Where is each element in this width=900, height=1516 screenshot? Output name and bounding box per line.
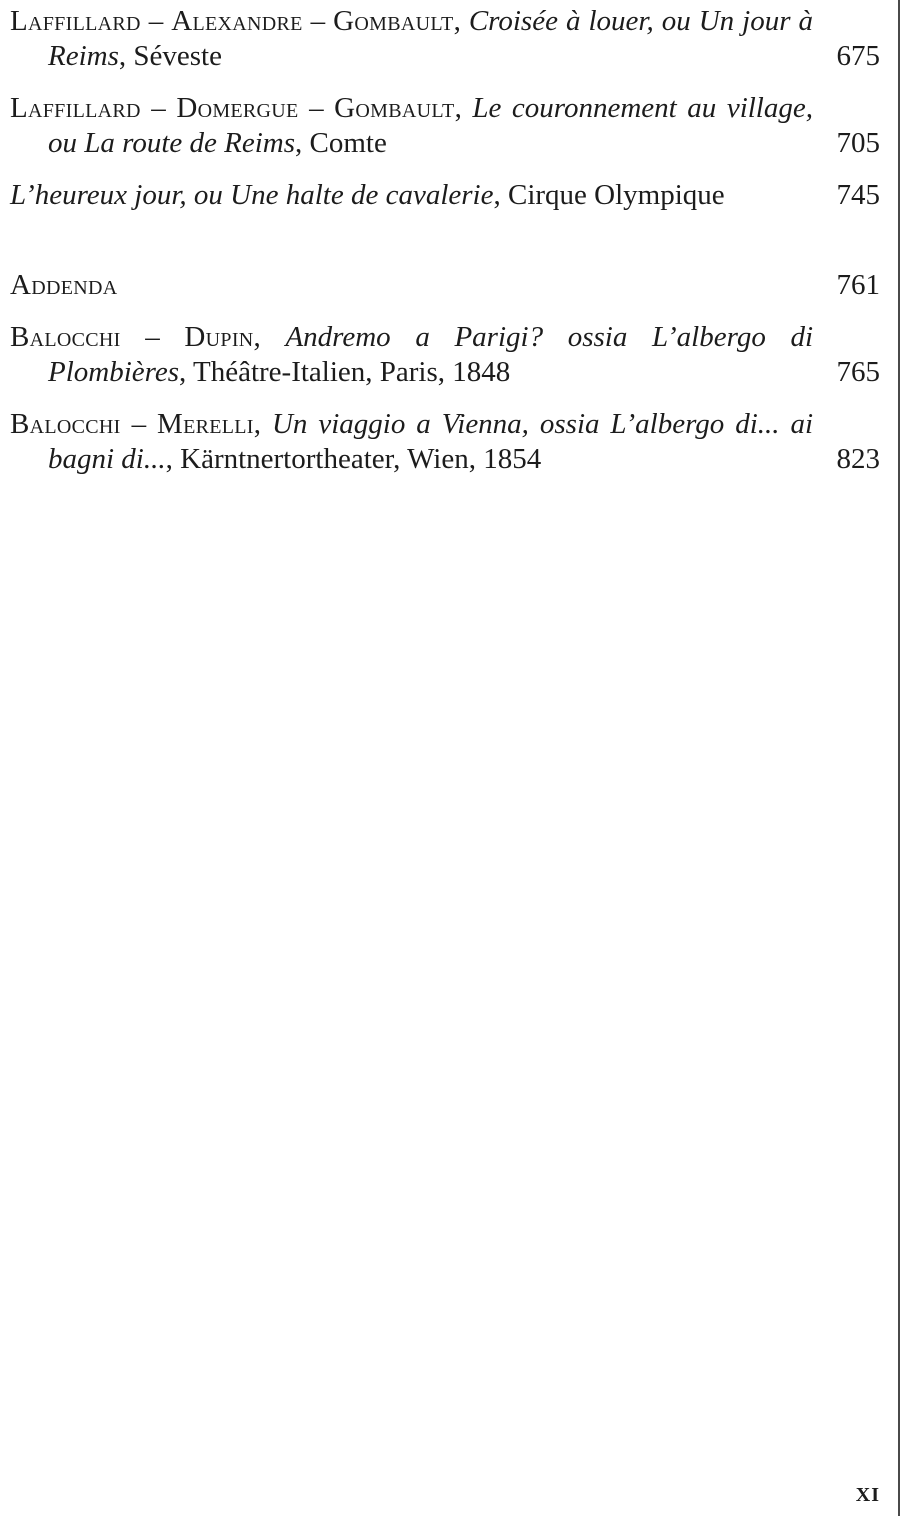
entry-page-number: 765 [836,356,880,388]
entry-author: Alexandre [171,5,303,37]
entry-author: Laffillard [10,5,141,37]
entry-author: Laffillard [10,92,141,124]
addenda-heading [10,268,880,303]
entry-title: Croisée à louer, ou Un jour à Reims [48,5,813,72]
entry-title: L’heureux jour, ou Une halte de cavalerie [10,179,494,211]
page-folio: XI [855,1484,880,1506]
toc-entry: Balocchi – Dupin, Andremo a Parigi? ossia L’albergo di Plombières, Théâtre-Italien, Paris, 1848 765 [10,321,880,388]
entry-author: Gombault [333,5,454,37]
entry-title: Andremo a Parigi? ossia L’albergo di Plombières [48,321,814,388]
entry-venue: Séveste [133,40,222,72]
entry-author: Dupin [184,321,254,353]
entry-page-number: 675 [836,40,880,72]
entry-author: Domergue [176,92,299,124]
addenda-page-number: 761 [836,269,880,301]
entry-author: Merelli [157,408,254,440]
entry-author: Balocchi [10,321,121,353]
toc-entry: Laffillard – Alexandre – Gombault, Croisée à louer, ou Un jour à Reims, Séveste 675 [10,5,880,72]
addenda-label: Addenda [10,269,118,301]
entry-author: Gombault [334,92,455,124]
entry-author: Balocchi [10,408,121,440]
entry-page-number: 823 [836,443,880,475]
toc-entry: L’heureux jour, ou Une halte de cavalerie, Cirque Olympique 745 [10,179,880,211]
entry-venue: Kärntnertortheater, Wien, 1854 [180,443,542,475]
toc-entry: Balocchi – Merelli, Un viaggio a Vienna, ossia L’albergo di... ai bagni di..., Kärntnertortheater, Wien, 1854 823 [10,408,880,475]
entry-title: Le couronnement au village, ou La route de Reims [48,92,813,159]
entry-venue: Comte [309,127,387,159]
entry-page-number: 705 [836,127,880,159]
table-of-contents [10,4,880,477]
entry-title: Un viaggio a Vienna, ossia L’albergo di... ai bagni di... [48,408,814,475]
entry-venue: Théâtre-Italien, Paris, 1848 [193,356,511,388]
entry-page-number: 745 [836,179,880,211]
toc-entry: Laffillard – Domergue – Gombault, Le couronnement au village, ou La route de Reims, Comte 705 [10,92,880,159]
entry-venue: Cirque Olympique [507,179,725,211]
